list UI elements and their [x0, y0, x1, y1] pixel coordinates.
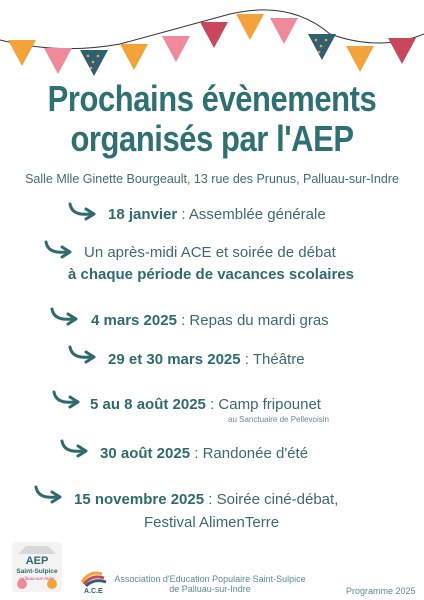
event-description: Assemblée générale: [188, 206, 326, 223]
event-6: 30 août 2025 : Randonée d'été: [100, 445, 309, 462]
pennant-flag: [8, 40, 36, 66]
pennant-flag: [80, 50, 108, 76]
event-date: 4 mars 2025: [91, 312, 177, 329]
event-date: 29 et 30 mars 2025: [108, 351, 241, 368]
pennant-flag: [120, 44, 148, 70]
event-date: 30 août 2025: [100, 445, 191, 462]
event-1: 18 janvier : Assemblée générale: [108, 206, 326, 223]
event-7: 15 novembre 2025 : Soirée ciné-débat,: [74, 491, 339, 508]
ace-logo: [76, 566, 110, 594]
event-4: 29 et 30 mars 2025 : Théâtre: [108, 351, 305, 368]
event-5-subtitle: au Sanctuaire de Pellevoisin: [228, 415, 329, 424]
event-2-line1: Un après-midi ACE et soirée de débat: [84, 244, 336, 261]
event-7-line2: Festival AlimenTerre: [144, 514, 280, 531]
curved-arrow-icon: [32, 483, 68, 505]
event-date: 5 au 8 août 2025: [90, 396, 206, 413]
programme-label: Programme 2025: [346, 586, 416, 596]
curved-arrow-icon: [66, 200, 102, 222]
svg-text:palluau-sur-indre: palluau-sur-indre: [19, 577, 55, 582]
association-name: Association d'Education Populaire Saint-Sulpice de Palluau-sur-Indre: [114, 574, 306, 594]
event-description: Randonée d'été: [202, 445, 309, 462]
pennant-flag: [346, 46, 374, 72]
aep-logo: [10, 540, 64, 594]
event-5: 5 au 8 août 2025 : Camp fripounet: [90, 396, 321, 413]
page-title-line1: Prochains évènements: [47, 78, 377, 119]
pennant-flag: [44, 48, 72, 74]
venue-address: Salle Mlle Ginette Bourgeault, 13 rue des Prunus, Palluau-sur-Indre: [25, 172, 399, 186]
pennant-flag: [162, 36, 190, 62]
curved-arrow-icon: [58, 437, 94, 459]
event-date: 15 novembre 2025: [74, 491, 205, 508]
curved-arrow-icon: [50, 388, 86, 410]
svg-text:A.C.E: A.C.E: [84, 588, 103, 594]
curved-arrow-icon: [48, 305, 84, 327]
event-description: Théâtre: [252, 351, 305, 368]
event-description: Repas du mardi gras: [189, 312, 329, 329]
pennant-flag: [308, 34, 336, 60]
bunting-decoration: [0, 0, 424, 80]
event-2-line2: à chaque période de vacances scolaires: [68, 266, 354, 283]
event-description: Soirée ciné-débat,: [216, 491, 339, 508]
pennant-flag: [270, 18, 298, 44]
logo-text: AEP: [25, 555, 49, 567]
event-date: 18 janvier: [108, 206, 178, 223]
curved-arrow-icon: [66, 343, 102, 365]
curved-arrow-icon: [42, 238, 78, 260]
event-description: Camp fripounet: [218, 396, 321, 413]
svg-text:Saint-Sulpice: Saint-Sulpice: [16, 568, 58, 575]
event-3: 4 mars 2025 : Repas du mardi gras: [91, 312, 329, 329]
page-title-line2: organisés par l'AEP: [70, 118, 354, 159]
pennant-flag: [200, 22, 228, 48]
pennant-flag: [388, 38, 416, 64]
pennant-flag: [236, 14, 264, 40]
